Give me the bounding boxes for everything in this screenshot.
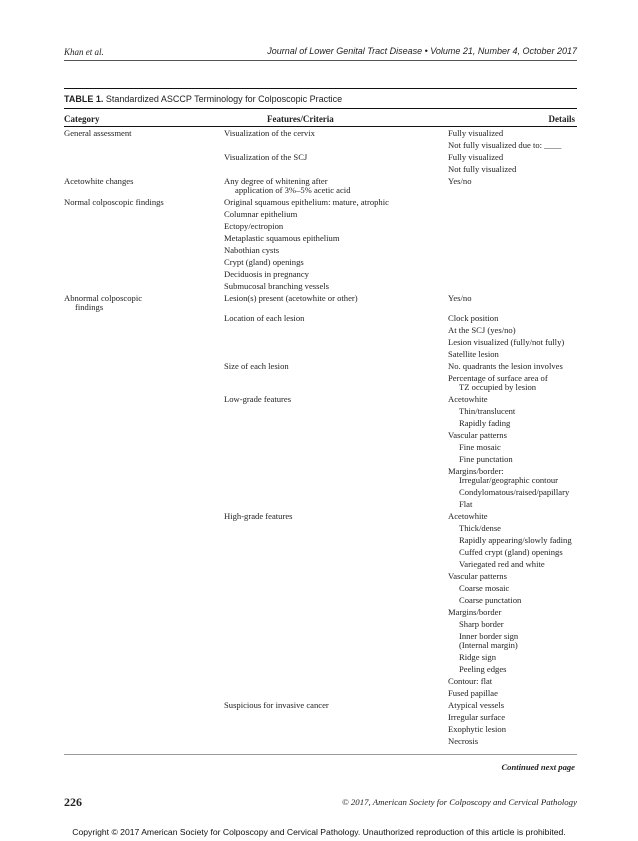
column-header-category: Category [64,114,100,124]
table-cell-detail: Contour: flat [448,676,493,686]
table-cell-detail: At the SCJ (yes/no) [448,325,516,335]
table-cell-detail: Rapidly fading [459,418,511,428]
table-cell-detail: Fine punctation [459,454,513,464]
table-cell-detail: Acetowhite [448,511,488,521]
table-cell-detail: (Internal margin) [459,640,518,650]
table-cell-feature: Ectopy/ectropion [224,221,284,231]
table-cell-detail: Exophytic lesion [448,724,506,734]
table-cell-feature: Suspicious for invasive cancer [224,700,329,710]
table-cell-detail: Acetowhite [448,394,488,404]
table-caption-rule [64,108,577,109]
table-cell-feature: Lesion(s) present (acetowhite or other) [224,293,358,303]
footer-copyright: © 2017, American Society for Colposcopy and Cervical Pathology [342,797,577,807]
table-cell-category: findings [75,302,104,312]
table-cell-category: Acetowhite changes [64,176,134,186]
table-cell-detail: Yes/no [448,293,472,303]
column-header-features: Features/Criteria [267,114,334,124]
table-cell-detail: Fully visualized [448,152,504,162]
table-cell-detail: Not fully visualized [448,164,517,174]
table-cell-detail: Necrosis [448,736,479,746]
table-cell-detail: Sharp border [459,619,504,629]
table-cell-feature: Crypt (gland) openings [224,257,304,267]
table-cell-detail: Fully visualized [448,128,504,138]
table-cell-detail: Vascular patterns [448,571,507,581]
table-cell-detail: Atypical vessels [448,700,505,710]
table-cell-detail: Clock position [448,313,499,323]
table-cell-category: Normal colposcopic findings [64,197,164,207]
table-cell-feature: High-grade features [224,511,293,521]
table-cell-detail: Cuffed crypt (gland) openings [459,547,563,557]
table-cell-detail: Irregular surface [448,712,506,722]
running-header-author: Khan et al. [64,47,104,57]
table-cell-feature: Submucosal branching vessels [224,281,330,291]
table-cell-detail: Coarse punctation [459,595,522,605]
table-cell-feature: Any degree of whitening after [224,176,328,186]
table-cell-detail: Lesion visualized (fully/not fully) [448,337,565,347]
table-cell-detail: Fine mosaic [459,442,501,452]
table-cell-feature: Location of each lesion [224,313,305,323]
table-cell-detail: Yes/no [448,176,472,186]
column-header-details: Details [548,114,575,124]
table-label: TABLE 1. [64,94,104,104]
table-cell-detail: TZ occupied by lesion [459,382,537,392]
table-cell-detail: Condylomatous/raised/papillary [459,487,570,497]
table-cell-feature: application of 3%–5% acetic acid [235,185,351,195]
table-cell-detail: Fused papillae [448,688,498,698]
table-cell-detail: Margins/border: [448,466,504,476]
table-cell-feature: Visualization of the cervix [224,128,315,138]
table-cell-detail: Rapidly appearing/slowly fading [459,535,572,545]
table-caption [64,94,342,104]
table-cell-detail: Percentage of surface area of [448,373,548,383]
table-cell-detail: Ridge sign [459,652,497,662]
table-cell-detail: Peeling edges [459,664,507,674]
table-cell-detail: Variegated red and white [459,559,545,569]
table-cell-feature: Original squamous epithelium: mature, atrophic [224,197,389,207]
table-cell-category: Abnormal colposcopic [64,293,143,303]
table-top-rule [64,88,577,89]
table-cell-feature: Metaplastic squamous epithelium [224,233,340,243]
table-cell-feature: Visualization of the SCJ [224,152,308,162]
table-cell-detail: No. quadrants the lesion involves [448,361,563,371]
table-cell-feature: Size of each lesion [224,361,289,371]
table-cell-feature: Columnar epithelium [224,209,298,219]
table-cell-detail: Vascular patterns [448,430,507,440]
table-cell-detail: Margins/border [448,607,502,617]
table-cell-detail: Inner border sign [459,631,519,641]
table-cell-detail: Coarse mosaic [459,583,510,593]
table-cell-detail: Thin/translucent [459,406,516,416]
table-cell-feature: Deciduosis in pregnancy [224,269,309,279]
copyright-notice: Copyright © 2017 American Society for Colposcopy and Cervical Pathology. Unauthorized reproduction of this article is prohibited. [72,827,566,837]
table-cell-category: General assessment [64,128,132,138]
continued-note: Continued next page [501,762,575,772]
table-title: Standardized ASCCP Terminology for Colposcopic Practice [105,94,343,104]
table-cell-detail: Flat [459,499,473,509]
table-bottom-rule [64,754,577,755]
table-cell-feature: Nabothian cysts [224,245,280,255]
table-header-rule [64,126,577,127]
running-header-journal: Journal of Lower Genital Tract Disease • Volume 21, Number 4, October 2017 [267,46,577,56]
header-rule [64,60,577,61]
table-cell-feature: Low-grade features [224,394,292,404]
table-cell-detail: Not fully visualized due to: ____ [448,140,562,150]
table-cell-detail: Thick/dense [459,523,501,533]
table-cell-detail: Satellite lesion [448,349,499,359]
page-number: 226 [64,795,82,809]
table-cell-detail: Irregular/geographic contour [459,475,559,485]
